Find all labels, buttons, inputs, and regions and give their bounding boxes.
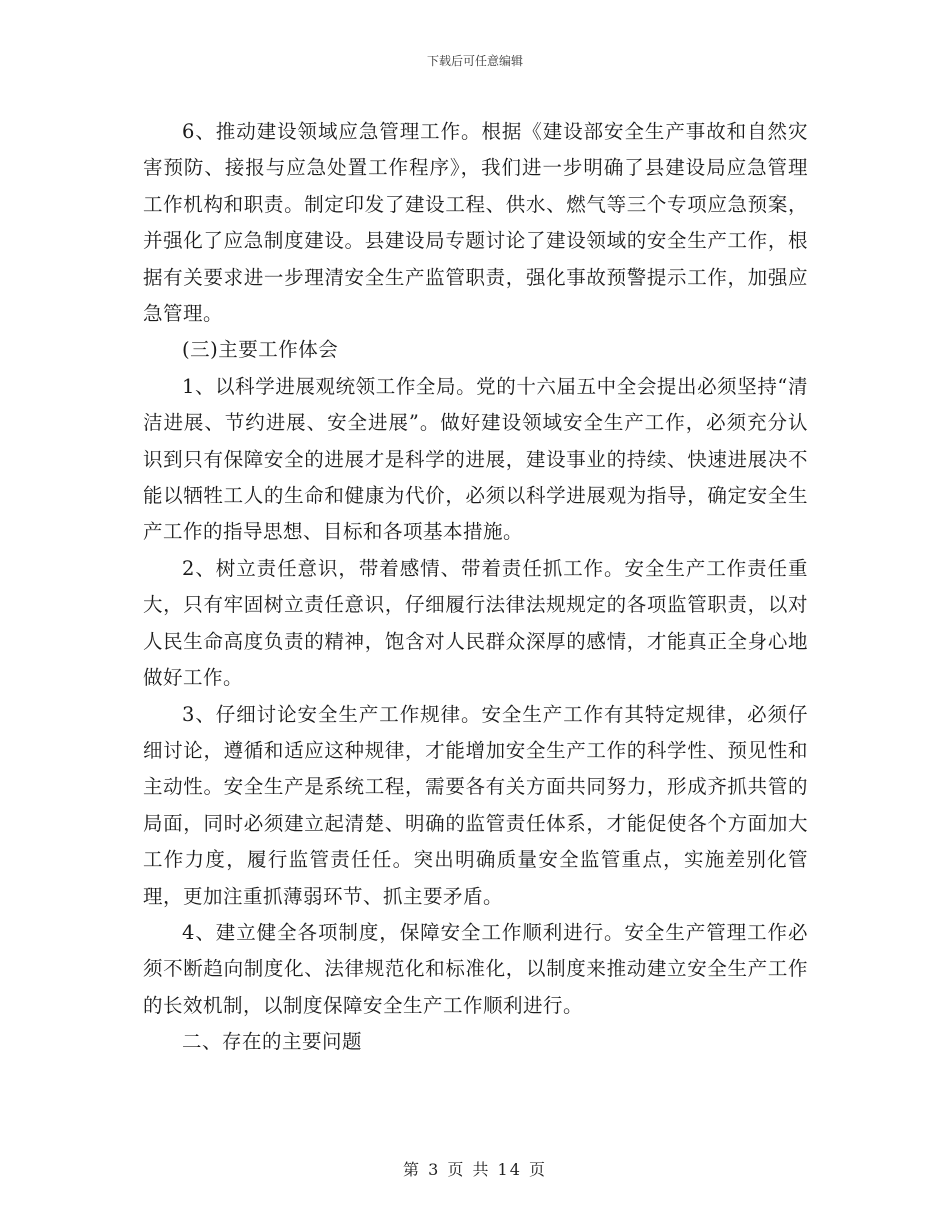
page-header-note: 下载后可任意编辑 (426, 54, 523, 68)
paragraph-institutions: 4、建立健全各项制度，保障安全工作顺利进行。安全生产管理工作必须不断趋向制度化、法律规范化和标准化，以制度来推动建立安全生产工作的长效机制，以制度保障安全生产工作顺利进行。 (143, 920, 808, 1017)
section-heading-work-experience: (三)主要工作体会 (182, 338, 339, 362)
paragraph-emergency-management: 6、推动建设领域应急管理工作。根据《建设部安全生产事故和自然灾害预防、接报与应急处置工作程序》，我们进一步明确了县建设局应急管理工作机构和职责。制定印发了建设工程、供水、燃气等三个专项应急预案，并强化了应急制度建设。县建设局专题讨论了建设领域的安全生产工作，根据有关要求进一步理清安全生产监管职责，强化事故预警提示工作，加强应急管理。 (143, 120, 808, 326)
paragraph-responsibility: 2、树立责任意识，带着感情、带着责任抓工作。安全生产工作责任重大，只有牢固树立责任意识，仔细履行法律法规规定的各项监管职责，以对人民生命高度负责的精神，饱含对人民群众深厚的感情，才能真正全身心地做好工作。 (143, 556, 808, 690)
paragraph-safety-rules: 3、仔细讨论安全生产工作规律。安全生产工作有其特定规律，必须仔细讨论，遵循和适应这种规律，才能增加安全生产工作的科学性、预见性和主动性。安全生产是系统工程，需要各有关方面共同努力，形成齐抓共管的局面，同时必须建立起清楚、明确的监管责任体系，才能促使各个方面加大工作力度，履行监管责任任。突出明确质量安全监管重点，实施差别化管理，更加注重抓薄弱环节、抓主要矛盾。 (143, 702, 808, 908)
paragraph-scientific-development: 1、以科学进展观统领工作全局。党的十六届五中全会提出必须坚持“清洁进展、节约进展、安全进展”。做好建设领域安全生产工作，必须充分认识到只有保障安全的进展才是科学的进展，建设事业的持续、快速进展决不能以牺牲工人的生命和健康为代价，必须以科学进展观为指导，确定安全生产工作的指导思想、目标和各项基本措施。 (143, 374, 808, 544)
document-body (143, 114, 808, 1061)
page-number: 第 3 页 共 14 页 (403, 1160, 547, 1179)
section-heading-main-problems: 二、存在的主要问题 (182, 1030, 363, 1054)
